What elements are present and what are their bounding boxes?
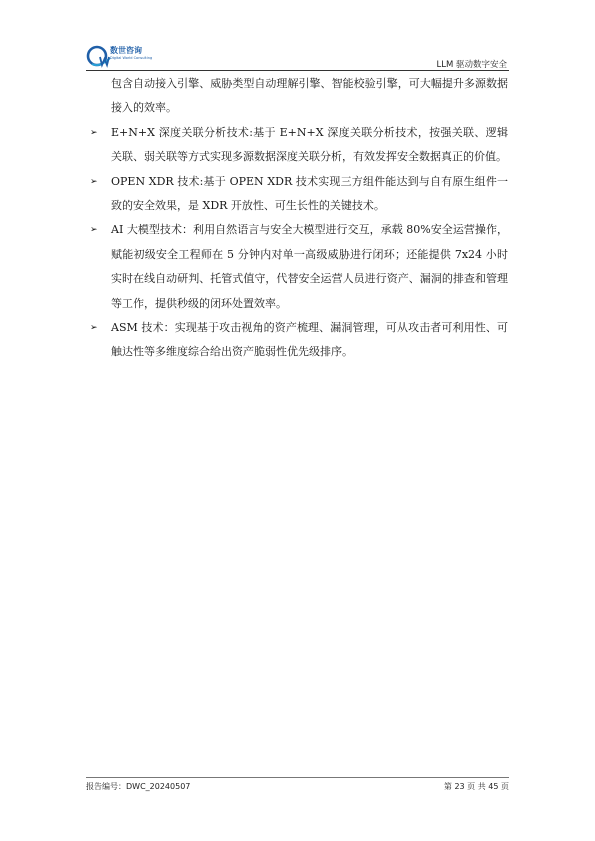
arrow-bullet-icon: ➢: [90, 127, 98, 138]
logo-icon: [86, 44, 112, 68]
report-number: 报告编号：DWC_20240507: [86, 782, 191, 791]
page-footer: [86, 781, 509, 793]
company-logo: [86, 44, 152, 68]
main-content: [90, 72, 508, 365]
logo-chinese-name: 数世咨询: [110, 46, 142, 55]
arrow-bullet-icon: ➢: [90, 225, 98, 236]
logo-english-name: Digital World Consulting: [110, 56, 153, 60]
list-item: [90, 121, 508, 170]
list-item: [90, 316, 508, 365]
footer-divider: [86, 777, 509, 778]
list-item-text: AI 大模型技术：利用自然语言与安全大模型进行交互，承载 80%安全运营操作，赋能初级安全工程师在 5 分钟内对单一高级威胁进行闭环；还能提供 7x24 小时实时在线自动研判、托管式值守，代替安全运营人员进行资产、漏洞的排查和管理等工作，提供秒级的闭环处置效率。: [111, 223, 508, 310]
list-item-text: ASM 技术：实现基于攻击视角的资产梳理、漏洞管理，可从攻击者可利用性、可触达性等多维度综合给出资产脆弱性优先级排序。: [111, 321, 508, 359]
list-item: [90, 218, 508, 316]
list-item-text: E+N+X 深度关联分析技术:基于 E+N+X 深度关联分析技术，按强关联、逻辑关联、弱关联等方式实现多源数据深度关联分析，有效发挥安全数据真正的价值。: [111, 125, 508, 164]
continuation-paragraph: [90, 72, 508, 121]
arrow-bullet-icon: ➢: [90, 176, 98, 187]
continuation-text: 包含自动接入引擎、威胁类型自动理解引擎、智能校验引擎，可大幅提升多源数据接入的效率。: [111, 77, 508, 115]
arrow-bullet-icon: ➢: [90, 323, 98, 334]
list-item: [90, 170, 508, 219]
header-title: LLM 驱动数字安全: [436, 60, 507, 70]
page-number: 第 23 页 共 45 页: [443, 782, 509, 791]
list-item-text: OPEN XDR 技术:基于 OPEN XDR 技术实现三方组件能达到与自有原生组件一致的安全效果，是 XDR 开放性、可生长性的关键技术。: [111, 174, 508, 213]
header-divider: [86, 70, 509, 71]
